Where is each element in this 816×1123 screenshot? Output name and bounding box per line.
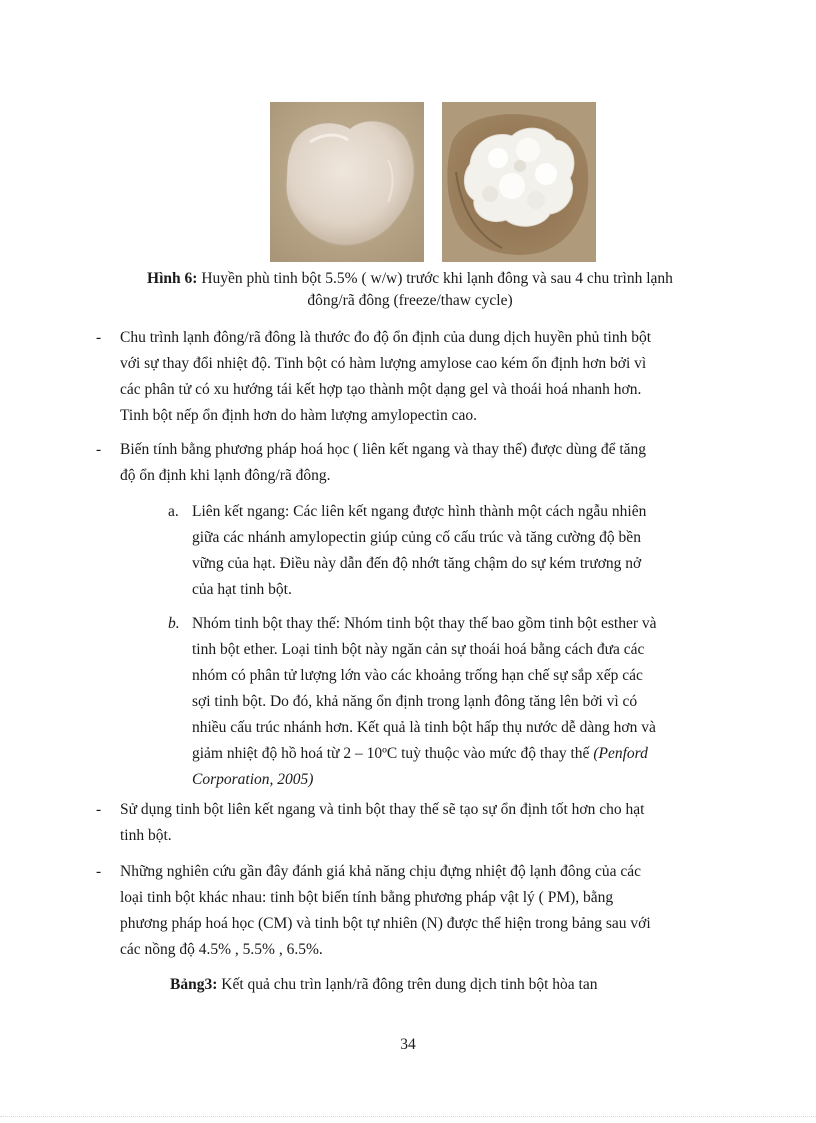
page-bottom-rule <box>0 1116 816 1117</box>
figure-caption <box>110 268 710 312</box>
bullet-dash: - <box>96 863 102 880</box>
figure-images <box>270 102 596 262</box>
table-title-label: Bảng3: <box>170 976 218 993</box>
table-title: Bảng3: Kết quả chu trìn lạnh/rã đông trên dung dịch tinh bột hòa tan <box>170 976 598 993</box>
bullet-dash: - <box>96 329 102 346</box>
sub-item-b: b. Nhóm tinh bột thay thế: Nhóm tinh bột thay thế bao gồm tinh bột esther và tinh bột ether. Loại tinh bột này ngăn cản sự thoái hoá bằng cách đưa các nhóm có phân tử lượng lớn vào các khoảng trống hạn chế sự sắp xếp các sợi tinh bột. Do đó, khả năng ổn định trong lạnh đông tăng lên bởi vì có nhiều cấu trúc nhánh hơn. Kết quả là tinh bột hấp thụ nước dễ dàng hơn và giảm nhiệt độ hồ hoá từ 2 – 10ºC tuỳ thuộc vào mức độ thay thế (Penford Corporation, 2005) <box>168 612 720 792</box>
bullet-paragraph-2: - Biến tính bằng phương pháp hoá học ( liên kết ngang và thay thế) được dùng để tăng độ ổn định khi lạnh đông/rã đông. <box>96 438 718 488</box>
starch-before-freezing-image <box>270 102 424 262</box>
figure-caption-line-1: Hình 6: Huyền phù tinh bột 5.5% ( w/w) trước khi lạnh đông và sau 4 chu trình lạnh <box>147 270 673 287</box>
figure-caption-line-2: đông/rã đông (freeze/thaw cycle) <box>307 292 513 309</box>
bullet-dash: - <box>96 801 102 818</box>
starch-after-freeze-thaw-image <box>442 102 596 262</box>
sub-item-a: a. Liên kết ngang: Các liên kết ngang được hình thành một cách ngẫu nhiên giữa các nhánh amylopectin giúp củng cố cấu trúc và tăng cường độ bền vững của hạt. Điều này dẫn đến độ nhớt tăng chậm do sự kém trương nở của hạt tinh bột. <box>168 500 720 602</box>
bullet-paragraph-3: - Sử dụng tinh bột liên kết ngang và tinh bột thay thế sẽ tạo sự ổn định tốt hơn cho hạt tinh bột. <box>96 798 718 848</box>
bullet-dash: - <box>96 441 102 458</box>
bullet-paragraph-1: - Chu trình lạnh đông/rã đông là thước đo độ ổn định của dung dịch huyền phủ tinh bột với sự thay đổi nhiệt độ. Tinh bột có hàm lượng amylose cao kém ổn định hơn bởi vì các phân tử có xu hướng tái kết hợp tạo thành một dạng gel và thoái hoá nhanh hơn. Tinh bột nếp ổn định hơn do hàm lượng amylopectin cao. <box>96 326 718 428</box>
bullet-paragraph-4: - Những nghiên cứu gần đây đánh giá khả năng chịu đựng nhiệt độ lạnh đông của các loại tinh bột khác nhau: tinh bột biến tính bằng phương pháp vật lý ( PM), bằng phương pháp hoá học (CM) và tinh bột tự nhiên (N) được thể hiện trong bảng sau với các nồng độ 4.5% , 5.5% , 6.5%. <box>96 860 718 962</box>
figure-caption-label: Hình 6: <box>147 270 198 287</box>
sub-item-marker: a. <box>168 503 179 520</box>
citation: (Penford <box>589 745 648 762</box>
page-number: 34 <box>400 1036 416 1053</box>
sub-item-marker: b. <box>168 615 180 632</box>
citation-continued: Corporation, 2005) <box>192 771 314 788</box>
